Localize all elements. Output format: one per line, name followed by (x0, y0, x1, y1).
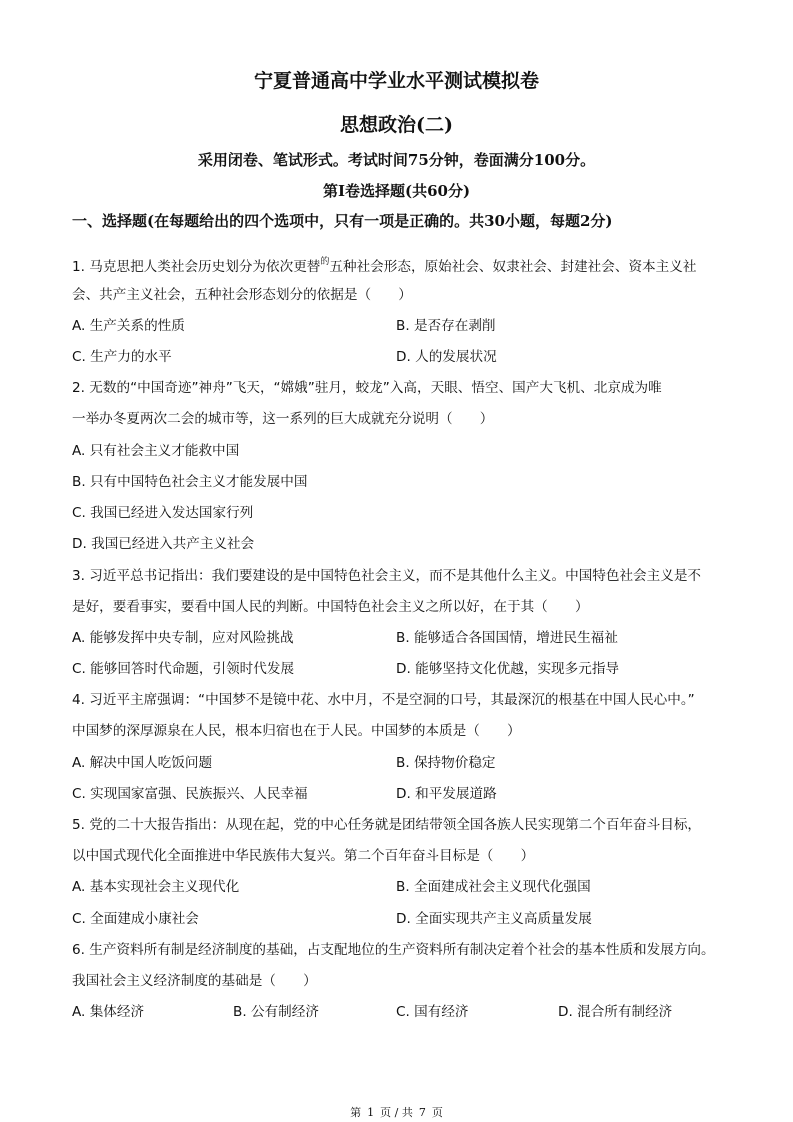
question-2-option-b[interactable]: B. 只有中国特色社会主义才能发展中国 (72, 474, 308, 490)
question-3-option-d[interactable]: D. 能够坚持文化优越，实现多元指导 (396, 661, 620, 677)
question-6-option-b[interactable]: B. 公有制经济 (233, 1004, 319, 1020)
question-5-stem-line-2: 以中国式现代化全面推进中华民族伟大复兴。第二个百年奋斗目标是（ ） (72, 848, 535, 864)
question-1-option-b[interactable]: B. 是否存在剥削 (396, 318, 496, 334)
question-4-stem-line-1: 4. 习近平主席强调：“中国梦不是镜中花、水中月，不是空洞的口号，其最深沉的根基在中国人民心中。” (72, 692, 695, 708)
question-3-option-b[interactable]: B. 能够适合各国国情，增进民生福祉 (396, 630, 618, 646)
page-footer (0, 1104, 793, 1120)
question-1-stem-superscript: 的 (320, 257, 330, 267)
question-4-option-c[interactable]: C. 实现国家富强、民族振兴、人民幸福 (72, 786, 308, 802)
question-3-stem-line-2: 是好，要看事实，要看中国人民的判断。中国特色社会主义之所以好，在于其（ ） (72, 599, 589, 615)
question-1-stem-part-a: 1. 马克思把人类社会历史划分为依次更替 (72, 259, 321, 275)
exam-title: 宁夏普通高中学业水平测试模拟卷 (253, 70, 539, 92)
page-total: 7 (418, 1106, 426, 1119)
question-2-stem-line-2: 一举办冬夏两次二会的城市等，这一系列的巨大成就充分说明（ ） (72, 411, 494, 427)
question-1-option-a[interactable]: A. 生产关系的性质 (72, 318, 185, 334)
question-2-option-d[interactable]: D. 我国已经进入共产主义社会 (72, 536, 255, 552)
question-6-stem-line-2: 我国社会主义经济制度的基础是（ ） (72, 973, 317, 989)
question-5-option-c[interactable]: C. 全面建成小康社会 (72, 911, 199, 927)
question-2-stem-line-1: 2. 无数的“中国奇迹”神舟”飞天，“嫦娥”驻月，蛟龙”入高，天眼、悟空、国产大飞机、北京成为唯 (72, 380, 662, 396)
question-1-option-d[interactable]: D. 人的发展状况 (396, 349, 497, 365)
question-3-stem-line-1: 3. 习近平总书记指出：我们要建设的是中国特色社会主义，而不是其他什么主义。中国特色社会主义是不 (72, 568, 702, 584)
question-4-stem-line-2: 中国梦的深厚源泉在人民，根本归宿也在于人民。中国梦的本质是（ ） (72, 723, 521, 739)
question-3-option-a[interactable]: A. 能够发挥中央专制，应对风险挑战 (72, 630, 294, 646)
question-6-option-d[interactable]: D. 混合所有制经济 (558, 1004, 673, 1020)
question-6-stem-line-1: 6. 生产资料所有制是经济制度的基础，占支配地位的生产资料所有制决定着个社会的基本性质和发展方向。 (72, 942, 715, 958)
footer-label-3: 页 (431, 1106, 443, 1119)
question-5-option-a[interactable]: A. 基本实现社会主义现代化 (72, 879, 240, 895)
question-4-option-d[interactable]: D. 和平发展道路 (396, 786, 497, 802)
question-4-option-a[interactable]: A. 解决中国人吃饭问题 (72, 755, 213, 771)
exam-subject: 思想政治(二) (340, 114, 453, 136)
question-1-option-c[interactable]: C. 生产力的水平 (72, 349, 172, 365)
footer-label-1: 第 (350, 1106, 362, 1119)
part-title: 第Ⅰ卷选择题(共60分) (322, 182, 471, 200)
question-2-option-c[interactable]: C. 我国已经进入发达国家行列 (72, 505, 254, 521)
question-6-option-c[interactable]: C. 国有经济 (396, 1004, 469, 1020)
question-6-option-a[interactable]: A. 集体经济 (72, 1004, 145, 1020)
question-1-stem-line-1 (72, 252, 722, 277)
question-2-option-a[interactable]: A. 只有社会主义才能救中国 (72, 443, 240, 459)
question-5-option-d[interactable]: D. 全面实现共产主义高质量发展 (396, 911, 592, 927)
question-1-stem-line-2: 会、共产主义社会，五种社会形态划分的依据是（ ） (72, 287, 412, 303)
footer-label-2: 页 / 共 (380, 1106, 413, 1119)
question-1-stem-part-b: 五种社会形态，原始社会、奴隶社会、封建社会、资本主义社 (329, 259, 697, 275)
exam-info: 采用闭卷、笔试形式。考试时间75分钟，卷面满分100分。 (197, 151, 596, 169)
question-4-option-b[interactable]: B. 保持物价稳定 (396, 755, 496, 771)
question-5-option-b[interactable]: B. 全面建成社会主义现代化强国 (396, 879, 591, 895)
section-heading: 一、选择题(在每题给出的四个选项中，只有一项是正确的。共30小题，每题2分) (72, 212, 613, 230)
question-5-stem-line-1: 5. 党的二十大报告指出：从现在起，党的中心任务就是团结带领全国各族人民实现第二个百年奋斗目标， (72, 817, 702, 833)
question-3-option-c[interactable]: C. 能够回答时代命题，引领时代发展 (72, 661, 295, 677)
page-number: 1 (367, 1106, 375, 1119)
